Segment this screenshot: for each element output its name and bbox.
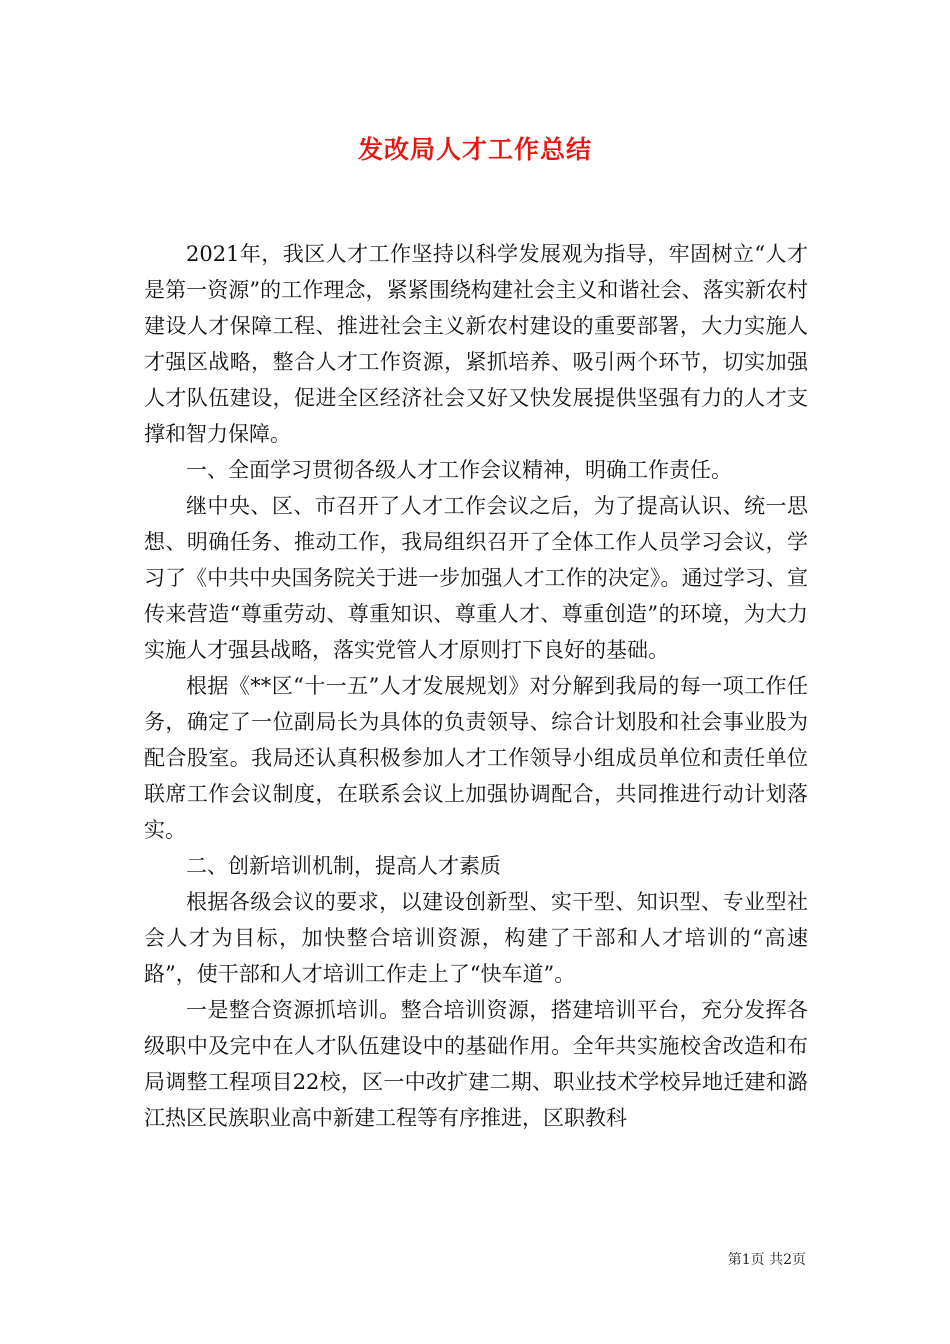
document-title: 发改局人才工作总结	[357, 135, 592, 164]
paragraph-task-assignment: 根据《**区“十一五”人才发展规划》对分解到我局的每一项工作任务，确定了一位副局长为具体的负责领导、综合计划股和社会事业股为配合股室。我局还认真积极参加人才工作领导小组成员单位和责任单位联席工作会议制度，在联系会议上加强协调配合，共同推进行动计划落实。	[144, 674, 808, 842]
paragraph-integrate-resources: 一是整合资源抓培训。整合培训资源，搭建培训平台，充分发挥各级职中及完中在人才队伍建设中的基础作用。全年共实施校舍改造和布局调整工程项目22校，区一中改扩建二期、职业技术学校异地迁建和潞江热区民族职业高中新建工程等有序推进，区职教科	[144, 998, 808, 1130]
paragraph-training-goals: 根据各级会议的要求，以建设创新型、实干型、知识型、专业型社会人才为目标，加快整合培训资源，构建了干部和人才培训的“高速路”，使干部和人才培训工作走上了“快车道”。	[144, 890, 808, 986]
paragraph-study-meeting: 继中央、区、市召开了人才工作会议之后，为了提高认识、统一思想、明确任务、推动工作，我局组织召开了全体工作人员学习会议，学习了《中共中央国务院关于进一步加强人才工作的决定》。通过学习、宣传来营造“尊重劳动、尊重知识、尊重人才、尊重创造”的环境，为大力实施人才强县战略，落实党管人才原则打下良好的基础。	[144, 494, 808, 662]
section-heading-2: 二、创新培训机制，提高人才素质	[186, 854, 501, 878]
section-heading-1: 一、全面学习贯彻各级人才工作会议精神，明确工作责任。	[186, 458, 732, 482]
paragraph-intro: 2021年，我区人才工作坚持以科学发展观为指导，牢固树立“人才是第一资源”的工作理念，紧紧围绕构建社会主义和谐社会、落实新农村建设人才保障工程、推进社会主义新农村建设的重要部署，大力实施人才强区战略，整合人才工作资源，紧抓培养、吸引两个环节，切实加强人才队伍建设，促进全区经济社会又好又快发展提供坚强有力的人才支撑和智力保障。	[144, 242, 808, 446]
document-body	[144, 236, 808, 1136]
page-number-footer: 第1页 共2页	[727, 1252, 806, 1268]
